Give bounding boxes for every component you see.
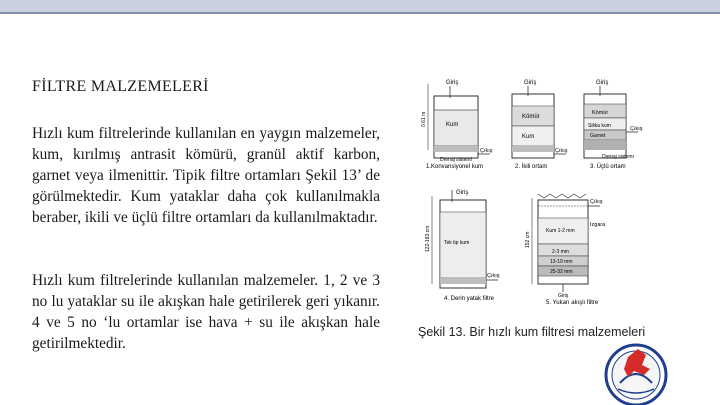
filter-3-coal: Kömür: [592, 110, 609, 116]
filter-1-media: Kum: [446, 122, 459, 128]
filter-3-outlet: Çıkış: [630, 126, 643, 132]
filter-5-layer-3: 13-19 mm: [550, 259, 573, 265]
filter-1: [421, 80, 493, 170]
filter-media-figure: [418, 72, 668, 310]
filter-1-label: 1.Konvansiyonel kum: [426, 164, 484, 170]
filter-5-inlet: Giriş: [558, 293, 569, 299]
filter-2: [512, 80, 568, 170]
figure-caption: Şekil 13. Bir hızlı kum filtresi malzemeleri: [418, 325, 646, 339]
filter-5-layer-4: 25-32 mm: [550, 269, 573, 275]
filter-3: [584, 80, 643, 170]
filter-4: [425, 190, 500, 302]
filter-5-depth: 152 cm: [525, 231, 531, 248]
filter-4-outlet: Çıkış: [487, 273, 500, 279]
filter-3-silica: Silika kum: [588, 123, 611, 129]
filter-1-underdrain: Drenaj sistemi: [440, 157, 472, 163]
filter-5-layer-1: Kum 1-2 mm: [546, 228, 575, 234]
filter-5-layer-2: 2-3 mm: [552, 249, 569, 255]
header-divider: [0, 12, 720, 14]
filter-4-depth: 122-183 cm: [425, 225, 431, 252]
paragraph-backwash: Hızlı kum filtrelerinde kullanılan malzemeler. 1, 2 ve 3 no lu yataklar su ile akışkan hale getirilerek geri yıkanır. 4 ve 5 no ‘lu ortamlar ise hava + su ile akışkan hale getirilmektedir.: [32, 272, 380, 352]
filter-2-label: 2. İkili ortam: [515, 164, 548, 170]
filter-1-depth: 0.61 m: [421, 111, 427, 127]
filter-4-label: 4. Derin yatak filtre: [444, 296, 495, 302]
filter-1-inlet: Giriş: [446, 80, 459, 86]
filter-5-grid: Izgara: [590, 222, 606, 228]
university-logo: [598, 335, 674, 405]
filter-2-sand: Kum: [522, 134, 535, 140]
filter-2-coal: Kömür: [522, 114, 540, 120]
filter-3-underdrain: Drenaj sistemi: [602, 154, 634, 160]
slide-title: FİLTRE MALZEMELERİ: [32, 78, 209, 95]
filter-3-garnet: Garnet: [590, 133, 606, 139]
header-bar: [0, 0, 720, 12]
filter-4-inlet: Giriş: [456, 190, 469, 196]
filter-5-outlet: Çıkış: [590, 199, 603, 205]
filter-5-label: 5. Yukarı akışlı filtre: [546, 300, 599, 306]
filter-1-outlet: Çıkış: [480, 148, 493, 154]
filter-2-outlet: Çıkış: [555, 148, 568, 154]
filter-2-inlet: Giriş: [524, 80, 537, 86]
filter-5: [525, 194, 606, 306]
filter-3-inlet: Giriş: [596, 80, 609, 86]
paragraph-materials: Hızlı kum filtrelerinde kullanılan en yaygın malzemeler, kum, kırılmış antrasit kömürü, granül aktif karbon, garnet veya ilmenittir. Tipik filtre ortamları Şekil 13’ de görülmektedir. Kum yataklar daha çok kullanılmakla beraber, ikili ve üçlü filtre ortamları da kullanılmaktadır.: [32, 125, 380, 226]
filter-4-media: Tek tip kum: [444, 240, 470, 246]
filter-3-label: 3. Üçlü ortam: [590, 164, 626, 170]
